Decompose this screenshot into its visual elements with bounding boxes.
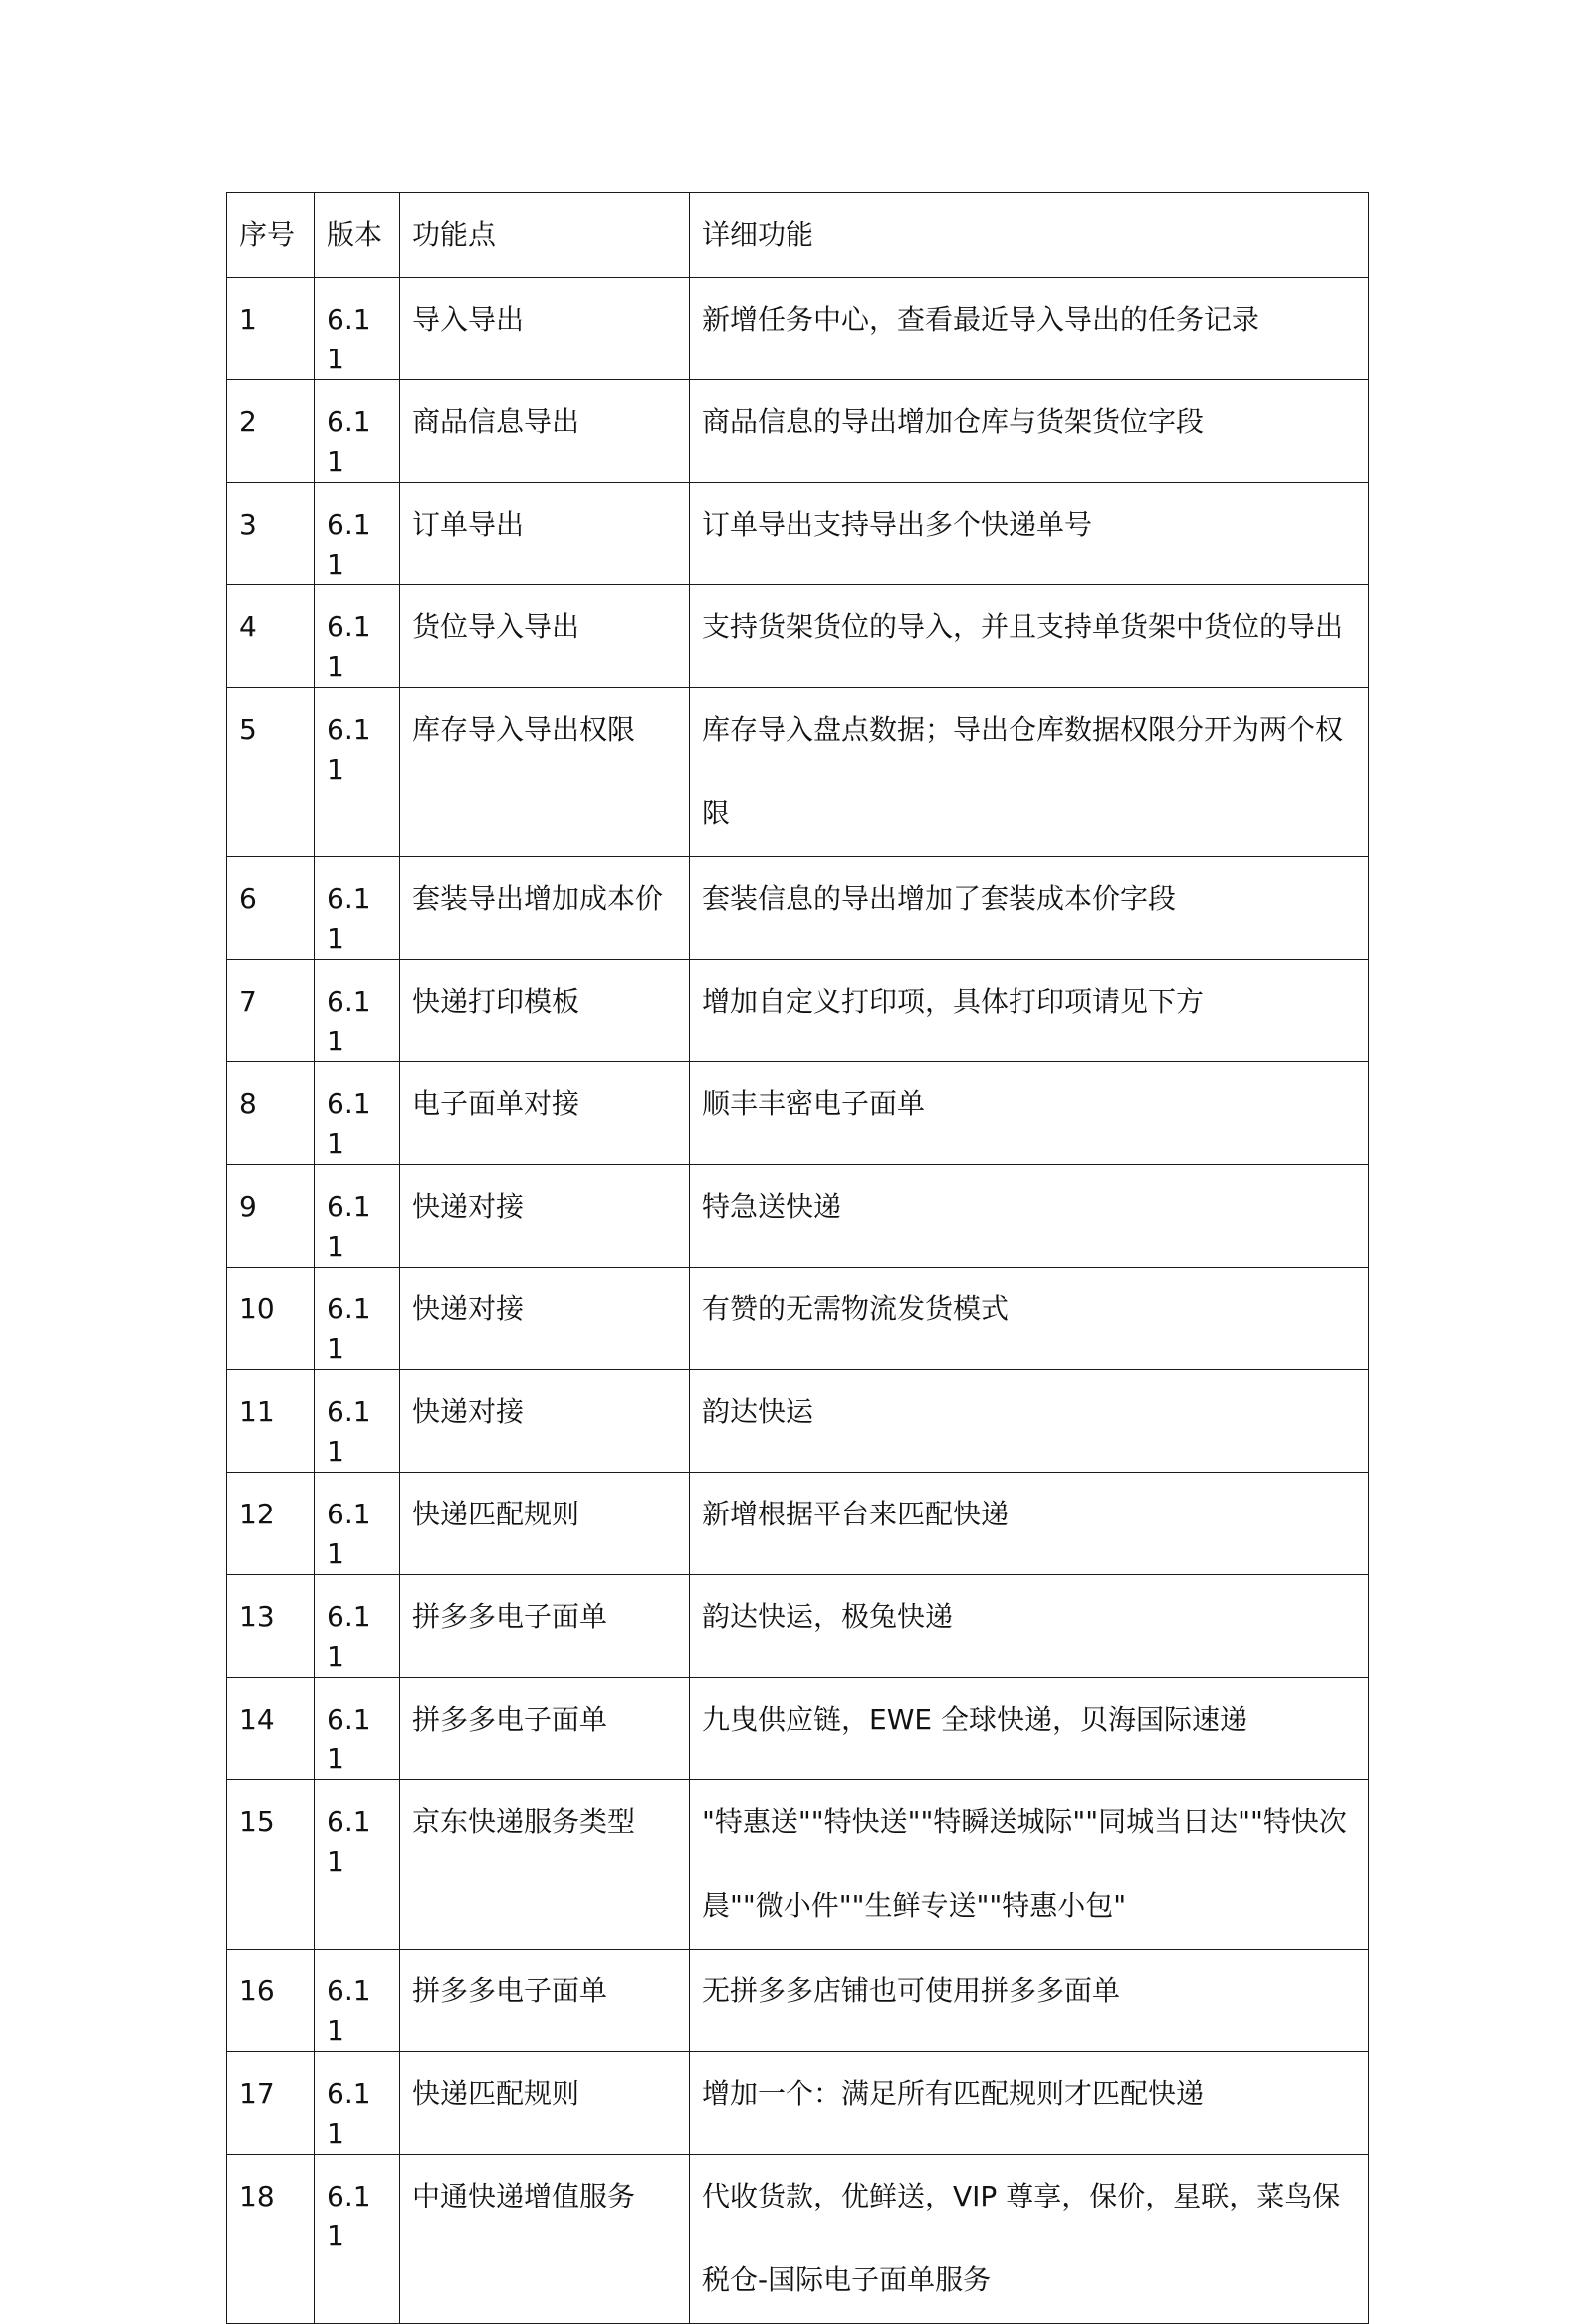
table-row <box>227 1268 1369 1370</box>
cell-feature: 货位导入导出 <box>400 585 690 688</box>
cell-feature: 拼多多电子面单 <box>400 1575 690 1678</box>
cell-detail: 新增任务中心，查看最近导入导出的任务记录 <box>690 278 1369 380</box>
cell-no: 1 <box>227 278 315 380</box>
cell-version: 6.11 <box>315 1268 400 1370</box>
feature-changelog-table <box>226 192 1369 2324</box>
header-detail: 详细功能 <box>690 193 1369 278</box>
cell-no: 5 <box>227 688 315 857</box>
cell-feature: 拼多多电子面单 <box>400 1678 690 1780</box>
cell-version: 6.11 <box>315 1165 400 1268</box>
cell-detail: 有赞的无需物流发货模式 <box>690 1268 1369 1370</box>
cell-detail: 增加自定义打印项，具体打印项请见下方 <box>690 960 1369 1062</box>
table-row <box>227 585 1369 688</box>
cell-detail: 增加一个：满足所有匹配规则才匹配快递 <box>690 2052 1369 2155</box>
cell-detail: 特急送快递 <box>690 1165 1369 1268</box>
table-row <box>227 1062 1369 1165</box>
cell-no: 4 <box>227 585 315 688</box>
cell-detail: 顺丰丰密电子面单 <box>690 1062 1369 1165</box>
cell-feature: 订单导出 <box>400 483 690 585</box>
cell-version: 6.11 <box>315 1370 400 1473</box>
cell-feature: 中通快递增值服务 <box>400 2155 690 2324</box>
cell-version: 6.11 <box>315 380 400 483</box>
table-row <box>227 380 1369 483</box>
table-row <box>227 960 1369 1062</box>
header-feature: 功能点 <box>400 193 690 278</box>
cell-feature: 商品信息导出 <box>400 380 690 483</box>
cell-version: 6.11 <box>315 1473 400 1575</box>
cell-version: 6.11 <box>315 483 400 585</box>
cell-detail: 新增根据平台来匹配快递 <box>690 1473 1369 1575</box>
cell-version: 6.11 <box>315 1950 400 2052</box>
table-row <box>227 1473 1369 1575</box>
table-row <box>227 688 1369 857</box>
table-row <box>227 1165 1369 1268</box>
header-no: 序号 <box>227 193 315 278</box>
cell-no: 6 <box>227 857 315 960</box>
cell-no: 12 <box>227 1473 315 1575</box>
cell-version: 6.11 <box>315 1062 400 1165</box>
cell-detail: 韵达快运 <box>690 1370 1369 1473</box>
cell-no: 10 <box>227 1268 315 1370</box>
cell-detail: 支持货架货位的导入，并且支持单货架中货位的导出 <box>690 585 1369 688</box>
table-row <box>227 1678 1369 1780</box>
cell-detail: 套装信息的导出增加了套装成本价字段 <box>690 857 1369 960</box>
cell-no: 13 <box>227 1575 315 1678</box>
table-row <box>227 2155 1369 2324</box>
cell-detail: 韵达快运，极兔快递 <box>690 1575 1369 1678</box>
cell-detail: 商品信息的导出增加仓库与货架货位字段 <box>690 380 1369 483</box>
cell-feature: 库存导入导出权限 <box>400 688 690 857</box>
cell-version: 6.11 <box>315 1780 400 1950</box>
cell-no: 8 <box>227 1062 315 1165</box>
cell-feature: 导入导出 <box>400 278 690 380</box>
table-row <box>227 1370 1369 1473</box>
cell-no: 14 <box>227 1678 315 1780</box>
table-row <box>227 483 1369 585</box>
cell-detail: 订单导出支持导出多个快递单号 <box>690 483 1369 585</box>
cell-feature: 快递匹配规则 <box>400 2052 690 2155</box>
cell-no: 15 <box>227 1780 315 1950</box>
cell-feature: 套装导出增加成本价 <box>400 857 690 960</box>
table-row <box>227 1575 1369 1678</box>
cell-no: 2 <box>227 380 315 483</box>
table-row <box>227 1950 1369 2052</box>
cell-feature: 快递对接 <box>400 1370 690 1473</box>
table-row <box>227 857 1369 960</box>
cell-detail: 无拼多多店铺也可使用拼多多面单 <box>690 1950 1369 2052</box>
cell-feature: 快递对接 <box>400 1165 690 1268</box>
cell-detail: 库存导入盘点数据；导出仓库数据权限分开为两个权限 <box>690 688 1369 857</box>
cell-feature: 快递对接 <box>400 1268 690 1370</box>
cell-no: 7 <box>227 960 315 1062</box>
cell-no: 11 <box>227 1370 315 1473</box>
table-row <box>227 1780 1369 1950</box>
cell-version: 6.11 <box>315 688 400 857</box>
cell-version: 6.11 <box>315 960 400 1062</box>
cell-no: 18 <box>227 2155 315 2324</box>
cell-version: 6.11 <box>315 2155 400 2324</box>
cell-detail: "特惠送""特快送""特瞬送城际""同城当日达""特快次晨""微小件""生鲜专送""特惠小包" <box>690 1780 1369 1950</box>
cell-version: 6.11 <box>315 2052 400 2155</box>
cell-feature: 拼多多电子面单 <box>400 1950 690 2052</box>
cell-version: 6.11 <box>315 585 400 688</box>
table-header-row <box>227 193 1369 278</box>
cell-no: 9 <box>227 1165 315 1268</box>
cell-version: 6.11 <box>315 278 400 380</box>
cell-no: 17 <box>227 2052 315 2155</box>
cell-detail: 九曳供应链，EWE 全球快递，贝海国际速递 <box>690 1678 1369 1780</box>
cell-feature: 京东快递服务类型 <box>400 1780 690 1950</box>
table-row <box>227 2052 1369 2155</box>
cell-feature: 快递打印模板 <box>400 960 690 1062</box>
cell-feature: 电子面单对接 <box>400 1062 690 1165</box>
cell-version: 6.11 <box>315 857 400 960</box>
cell-version: 6.11 <box>315 1678 400 1780</box>
cell-feature: 快递匹配规则 <box>400 1473 690 1575</box>
table-row <box>227 278 1369 380</box>
cell-no: 3 <box>227 483 315 585</box>
cell-no: 16 <box>227 1950 315 2052</box>
cell-detail: 代收货款，优鲜送，VIP 尊享，保价，星联，菜鸟保税仓-国际电子面单服务 <box>690 2155 1369 2324</box>
cell-version: 6.11 <box>315 1575 400 1678</box>
header-version: 版本 <box>315 193 400 278</box>
